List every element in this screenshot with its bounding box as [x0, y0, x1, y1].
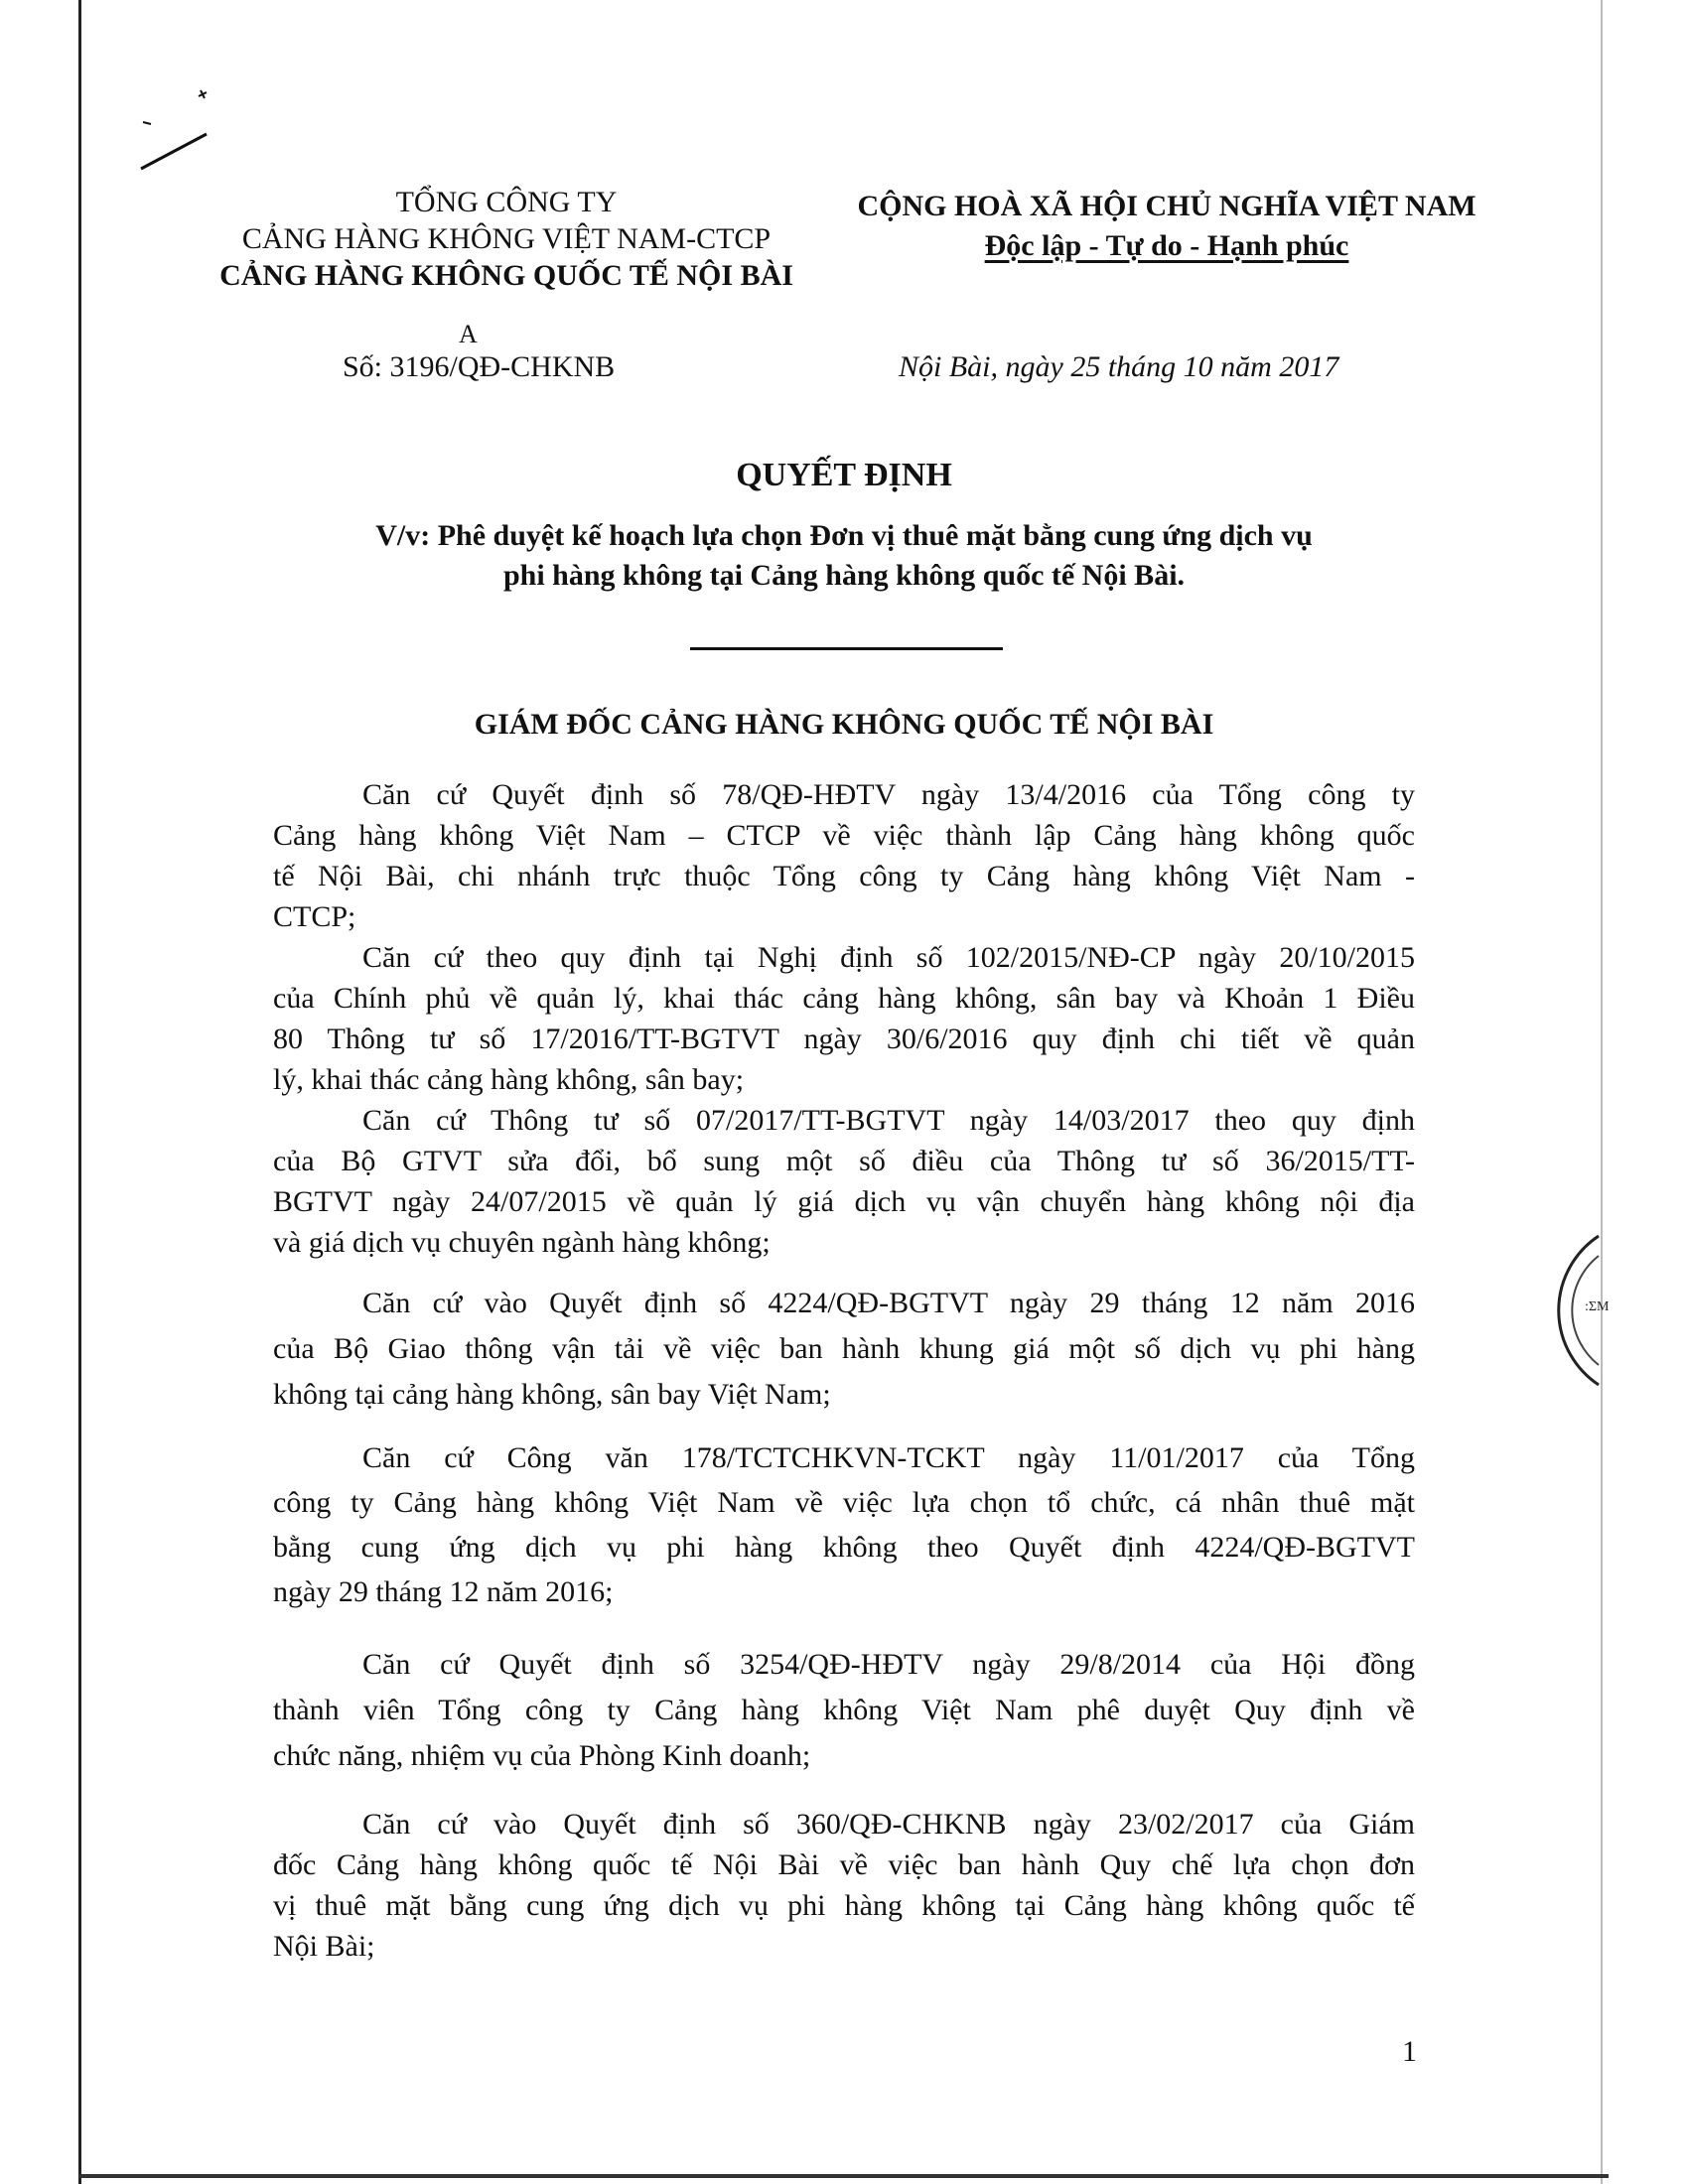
paragraph-4	[273, 1281, 1415, 1418]
paragraph-6	[273, 1642, 1415, 1779]
header-right-line1: CỘNG HOÀ XÃ HỘI CHỦ NGHĨA VIỆT NAM	[857, 190, 1477, 222]
paragraph-line: ngày 29 tháng 12 năm 2016;	[273, 1575, 614, 1608]
page-edge-right	[1601, 0, 1603, 2184]
paragraph-line: của Chính phủ về quản lý, khai thác cảng hàng không, sân bay và Khoản 1 Điều	[273, 982, 1415, 1015]
paragraph-line: của Bộ GTVT sửa đổi, bổ sung một số điều của Thông tư số 36/2015/TT-	[273, 1145, 1415, 1177]
document-title: QUYẾT ĐỊNH	[736, 457, 952, 493]
paragraph-line: bằng cung ứng dịch vụ phi hàng không theo Quyết định 4224/QĐ-BGTVT	[273, 1531, 1415, 1564]
header-left-line3: CẢNG HÀNG KHÔNG QUỐC TẾ NỘI BÀI	[219, 259, 793, 292]
header-right-line2: Độc lập - Tự do - Hạnh phúc	[984, 229, 1349, 262]
document-body	[273, 774, 1415, 1967]
paragraph-line: đốc Cảng hàng không quốc tế Nội Bài về việc ban hành Quy chế lựa chọn đơn	[273, 1848, 1415, 1881]
paragraph-line: Căn cứ Quyết định số 78/QĐ-HĐTV ngày 13/4/2016 của Tổng công ty	[362, 778, 1415, 811]
paragraph-2	[273, 937, 1415, 1100]
paragraph-line: tế Nội Bài, chi nhánh trực thuộc Tổng công ty Cảng hàng không Việt Nam -	[273, 860, 1415, 892]
svg-text::ΣM: :ΣM	[1585, 1299, 1610, 1314]
page-edge-left	[78, 0, 81, 2184]
paragraph-line: BGTVT ngày 24/07/2015 về quản lý giá dịch vụ vận chuyển hàng không nội địa	[273, 1185, 1415, 1218]
subject-line1: V/v: Phê duyệt kế hoạch lựa chọn Đơn vị thuê mặt bằng cung ứng dịch vụ	[375, 519, 1313, 552]
paragraph-line: Căn cứ theo quy định tại Nghị định số 102/2015/NĐ-CP ngày 20/10/2015	[362, 941, 1415, 974]
paragraph-line: và giá dịch vụ chuyên ngành hàng không;	[273, 1226, 771, 1259]
stamp-seal-fragment-icon	[1559, 1231, 1610, 1390]
paragraph-3	[273, 1100, 1415, 1263]
place-date: Nội Bài, ngày 25 tháng 10 năm 2017	[899, 350, 1339, 383]
paragraph-line: CTCP;	[273, 900, 356, 933]
document-number: Số: 3196/QĐ-CHKNB	[343, 350, 616, 383]
paragraph-line: của Bộ Giao thông vận tải về việc ban hành khung giá một số dịch vụ phi hàng	[273, 1332, 1415, 1365]
issuer-heading: GIÁM ĐỐC CẢNG HÀNG KHÔNG QUỐC TẾ NỘI BÀI	[474, 708, 1214, 741]
paragraph-line: Căn cứ Quyết định số 3254/QĐ-HĐTV ngày 29/8/2014 của Hội đồng	[362, 1648, 1415, 1681]
header-left-line1: TỔNG CÔNG TY	[395, 186, 618, 218]
page-edge-bottom	[79, 2174, 1609, 2178]
paragraph-line: thành viên Tổng công ty Cảng hàng không Việt Nam phê duyệt Quy định về	[273, 1694, 1415, 1726]
paragraph-1	[273, 774, 1415, 937]
paragraph-line: Cảng hàng không Việt Nam – CTCP về việc thành lập Cảng hàng không quốc	[273, 819, 1415, 852]
paragraph-line: Nội Bài;	[273, 1930, 375, 1963]
handwritten-mark-icon	[139, 84, 218, 174]
paragraph-line: vị thuê mặt bằng cung ứng dịch vụ phi hàng không tại Cảng hàng không quốc tế	[273, 1889, 1415, 1922]
subject-line2: phi hàng không tại Cảng hàng không quốc tế Nội Bài.	[502, 559, 1186, 592]
paragraph-line: Căn cứ vào Quyết định số 360/QĐ-CHKNB ngày 23/02/2017 của Giám	[362, 1808, 1415, 1841]
paragraph-line: 80 Thông tư số 17/2016/TT-BGTVT ngày 30/6/2016 quy định chi tiết về quản	[273, 1023, 1415, 1055]
paragraph-line: lý, khai thác cảng hàng không, sân bay;	[273, 1063, 745, 1096]
paragraph-5	[273, 1435, 1415, 1614]
paragraph-line: Căn cứ Công văn 178/TCTCHKVN-TCKT ngày 11/01/2017 của Tổng	[362, 1441, 1415, 1474]
paragraph-line: chức năng, nhiệm vụ của Phòng Kinh doanh;	[273, 1739, 811, 1772]
handwritten-number-mark: A	[459, 320, 478, 348]
title-divider	[690, 647, 1003, 650]
page-number: 1	[1402, 2035, 1417, 2068]
paragraph-7	[273, 1804, 1415, 1967]
paragraph-line: công ty Cảng hàng không Việt Nam về việc lựa chọn tổ chức, cá nhân thuê mặt	[273, 1486, 1415, 1519]
paragraph-line: Căn cứ vào Quyết định số 4224/QĐ-BGTVT ngày 29 tháng 12 năm 2016	[362, 1287, 1415, 1319]
header-left-line2: CẢNG HÀNG KHÔNG VIỆT NAM-CTCP	[241, 222, 772, 255]
paragraph-line: không tại cảng hàng không, sân bay Việt Nam;	[273, 1378, 831, 1411]
paragraph-line: Căn cứ Thông tư số 07/2017/TT-BGTVT ngày 14/03/2017 theo quy định	[362, 1104, 1415, 1137]
